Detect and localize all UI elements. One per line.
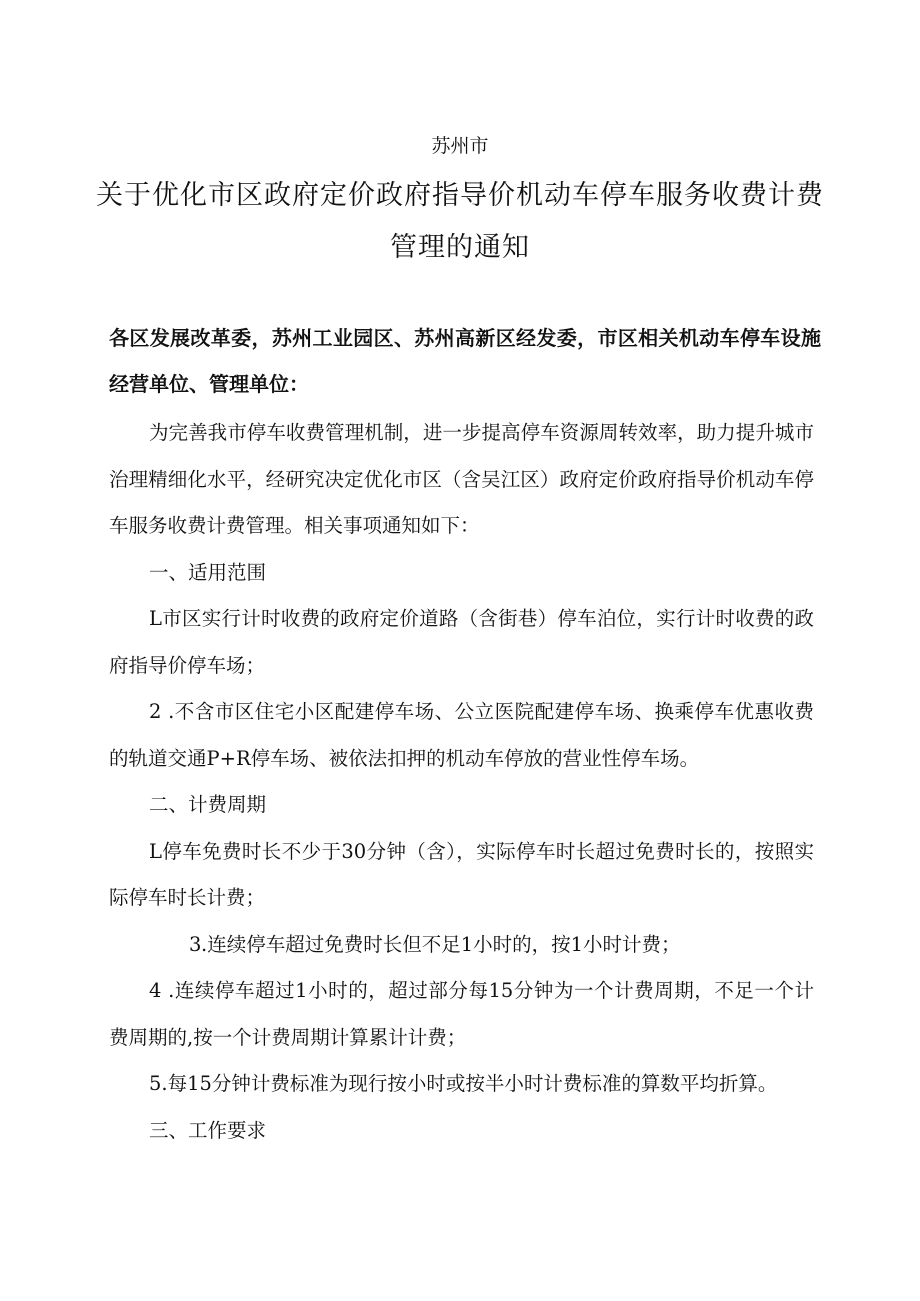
addressee: 各区发展改革委，苏州工业园区、苏州高新区经发委，市区相关机动车停车设施经营单位、管理单位： [109, 326, 821, 396]
section-heading-period: 二、计费周期 [149, 793, 267, 816]
section-heading-requirements: 三、工作要求 [149, 1118, 267, 1142]
scope-item-2: 2 .不含市区住宅小区配建停车场、公立医院配建停车场、换乘停车优惠收费的轨道交通P+R停车场、被依法扣押的机动车停放的营业性停车场。 [109, 700, 814, 770]
intro-paragraph: 为完善我市停车收费管理机制，进一步提高停车资源周转效率，助力提升城市治理精细化水平，经研究决定优化市区（含吴江区）政府定价政府指导价机动车停车服务收费计费管理。相关事项通知如下： [109, 421, 814, 537]
section-heading-scope: 一、适用范围 [149, 560, 267, 584]
period-item-5: 5.每15分钟计费标准为现行按小时或按半小时计费标准的算数平均折算。 [149, 1072, 778, 1095]
document-body [109, 410, 814, 1154]
period-item-3-text: .连续停车超过免费时长但不足1小时的，按1小时计费； [201, 932, 681, 956]
scope-item-1: L市区实行计时收费的政府定价道路（含街巷）停车泊位，实行计时收费的政府指导价停车场； [109, 607, 814, 677]
period-item-4: 4 .连续停车超过1小时的，超过部分每15分钟为一个计费周期，不足一个计费周期的,按一个计费周期计算累计计费； [109, 979, 814, 1049]
issuer-city: 苏州市 [431, 135, 489, 157]
period-item-3-number: 3 [189, 932, 202, 956]
period-item-3 [109, 922, 814, 969]
document-title: 关于优化市区政府定价政府指导价机动车停车服务收费计费管理的通知 [96, 180, 824, 263]
period-item-1: L停车免费时长不少于30分钟（含），实际停车时长超过免费时长的，按照实际停车时长计费； [109, 839, 814, 909]
